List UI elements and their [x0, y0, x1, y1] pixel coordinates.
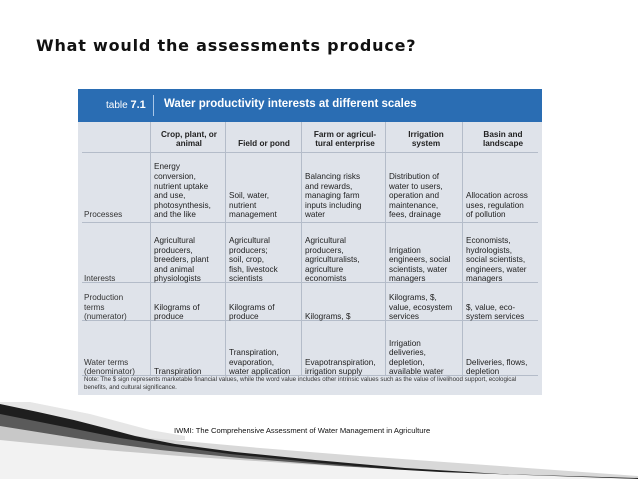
- cell-line: system services: [466, 312, 525, 322]
- cell-line: and the like: [154, 210, 196, 220]
- cell-line: conversion,: [154, 171, 196, 181]
- cell-line: breeders, plant: [154, 255, 209, 265]
- table-title: Water productivity interests at different scales: [164, 98, 417, 110]
- cell-line: engineers, social: [389, 255, 451, 265]
- cell-line: Crop, plant, or: [161, 129, 217, 139]
- cell-line: produce: [154, 312, 184, 322]
- cell-line: services: [389, 312, 420, 322]
- cell-line: photosynthesis,: [154, 200, 211, 210]
- cell-line: fees, drainage: [389, 210, 441, 220]
- cell-line: Production: [84, 293, 124, 303]
- table-cell: [229, 191, 299, 220]
- cell-line: produce: [229, 312, 259, 322]
- cell-line: economists: [305, 274, 347, 284]
- row-label: [84, 358, 148, 377]
- table-cell: [389, 246, 463, 284]
- cell-line: Agricultural: [229, 236, 270, 245]
- cell-line: and rewards,: [305, 181, 353, 191]
- table-cell: [466, 303, 540, 322]
- cell-line: managers: [389, 274, 426, 284]
- cell-line: value, ecosystem: [389, 302, 453, 312]
- cell-line: agriculture: [305, 264, 344, 274]
- cell-line: water to users,: [389, 181, 443, 191]
- table-cell: [466, 191, 540, 220]
- cell-line: scientists, water: [389, 264, 448, 274]
- table-cell: [389, 339, 463, 377]
- table-cell: [305, 236, 385, 284]
- cell-line: Irrigation: [389, 338, 421, 348]
- column-header: [229, 139, 299, 149]
- cell-line: Irrigation: [389, 245, 421, 255]
- row-divider: [82, 222, 538, 223]
- table-note: Note: The $ sign represents marketable financial values, while the word value includes other intrinsic values such as the value of livelihood support, ecological benefits, and cultural significance.: [84, 376, 517, 391]
- cell-line: depletion: [466, 367, 500, 377]
- cell-line: scientists: [229, 274, 263, 284]
- decorative-stairs-graphic: [0, 400, 638, 479]
- cell-line: animal: [176, 139, 202, 149]
- table-number-prefix: table: [106, 100, 128, 111]
- row-divider: [82, 152, 538, 153]
- cell-line: engineers, water: [466, 264, 527, 274]
- cell-line: Deliveries, flows,: [466, 357, 528, 367]
- cell-line: producers;: [229, 245, 268, 255]
- cell-line: water: [305, 210, 326, 220]
- cell-line: evaporation,: [229, 357, 275, 367]
- table-number: [106, 99, 146, 111]
- cell-line: soil, crop,: [229, 255, 265, 265]
- cell-line: Farm or agricul-: [313, 129, 377, 139]
- header-divider: [153, 95, 154, 116]
- cell-line: Agricultural: [305, 236, 346, 245]
- row-label: [84, 293, 148, 322]
- cell-line: producers,: [154, 245, 193, 255]
- cell-line: uses, regulation: [466, 200, 524, 210]
- cell-line: and use,: [154, 191, 186, 201]
- cell-line: fish, livestock: [229, 264, 278, 274]
- cell-line: Interests: [84, 274, 116, 284]
- productivity-table: [78, 89, 542, 395]
- cell-line: Irrigation: [408, 129, 444, 139]
- cell-line: agriculturalists,: [305, 255, 360, 265]
- cell-line: Transpiration: [154, 367, 202, 377]
- row-label: [84, 274, 148, 284]
- cell-line: tural enterprise: [315, 139, 375, 149]
- cell-line: Water terms: [84, 357, 129, 367]
- column-header: [389, 130, 463, 149]
- cell-line: available water: [389, 367, 444, 377]
- column-divider: [301, 122, 302, 375]
- table-cell: [466, 236, 540, 284]
- table-number-value: 7.1: [130, 99, 146, 111]
- column-header: [305, 130, 385, 149]
- cell-line: Field or pond: [238, 139, 290, 149]
- cell-line: depletion,: [389, 357, 425, 367]
- cell-line: irrigation supply: [305, 367, 363, 377]
- table-cell: [389, 293, 463, 322]
- cell-line: maintenance,: [389, 200, 439, 210]
- table-header-bar: [78, 89, 542, 122]
- table-cell: [154, 162, 224, 220]
- cell-line: of pollution: [466, 210, 506, 220]
- column-header: [466, 130, 540, 149]
- table-cell: [229, 236, 299, 284]
- column-divider: [150, 122, 151, 375]
- cell-line: Processes: [84, 210, 123, 220]
- cell-line: Kilograms, $: [305, 312, 351, 322]
- cell-line: operation and: [389, 191, 440, 201]
- cell-line: deliveries,: [389, 348, 426, 358]
- cell-line: (numerator): [84, 312, 127, 322]
- table-cell: [305, 312, 385, 322]
- cell-line: physiologists: [154, 274, 201, 284]
- table-cell: [154, 236, 224, 284]
- slide-footer: IWMI: The Comprehensive Assessment of Water Management in Agriculture: [174, 426, 431, 435]
- cell-line: Transpiration,: [229, 348, 279, 358]
- cell-line: nutrient: [229, 200, 257, 210]
- row-label: [84, 210, 148, 220]
- cell-line: Economists,: [466, 236, 511, 245]
- slide-title: What would the assessments produce?: [36, 36, 417, 55]
- cell-line: inputs including: [305, 200, 362, 210]
- cell-line: terms: [84, 302, 105, 312]
- table-cell: [229, 303, 299, 322]
- cell-line: managers: [466, 274, 503, 284]
- table-cell: [229, 348, 299, 377]
- cell-line: Balancing risks: [305, 172, 361, 181]
- table-cell: [154, 303, 224, 322]
- cell-line: management: [229, 210, 277, 220]
- table-cell: [466, 358, 540, 377]
- cell-line: Kilograms, $,: [389, 293, 437, 303]
- cell-line: and animal: [154, 264, 195, 274]
- cell-line: social scientists,: [466, 255, 526, 265]
- cell-line: nutrient uptake: [154, 181, 209, 191]
- cell-line: water application: [229, 367, 291, 377]
- cell-line: Allocation across: [466, 191, 528, 201]
- cell-line: $, value, eco-: [466, 302, 516, 312]
- cell-line: managing farm: [305, 191, 360, 201]
- cell-line: Evapotranspiration,: [305, 357, 376, 367]
- cell-line: Kilograms of: [154, 302, 200, 312]
- cell-line: Agricultural: [154, 236, 195, 245]
- cell-line: hydrologists,: [466, 245, 512, 255]
- cell-line: producers,: [305, 245, 344, 255]
- cell-line: Energy: [154, 162, 180, 172]
- table-cell: [389, 172, 463, 220]
- column-divider: [385, 122, 386, 375]
- cell-line: Basin and: [483, 129, 523, 139]
- cell-line: Soil, water,: [229, 191, 270, 201]
- cell-line: landscape: [482, 139, 524, 149]
- table-cell: [305, 358, 385, 377]
- column-header: [154, 130, 224, 149]
- table-cell: [305, 172, 385, 220]
- column-divider: [225, 122, 226, 375]
- cell-line: Kilograms of: [229, 302, 275, 312]
- cell-line: Distribution of: [389, 172, 440, 181]
- cell-line: system: [411, 139, 441, 149]
- cell-line: (denominator): [84, 367, 135, 377]
